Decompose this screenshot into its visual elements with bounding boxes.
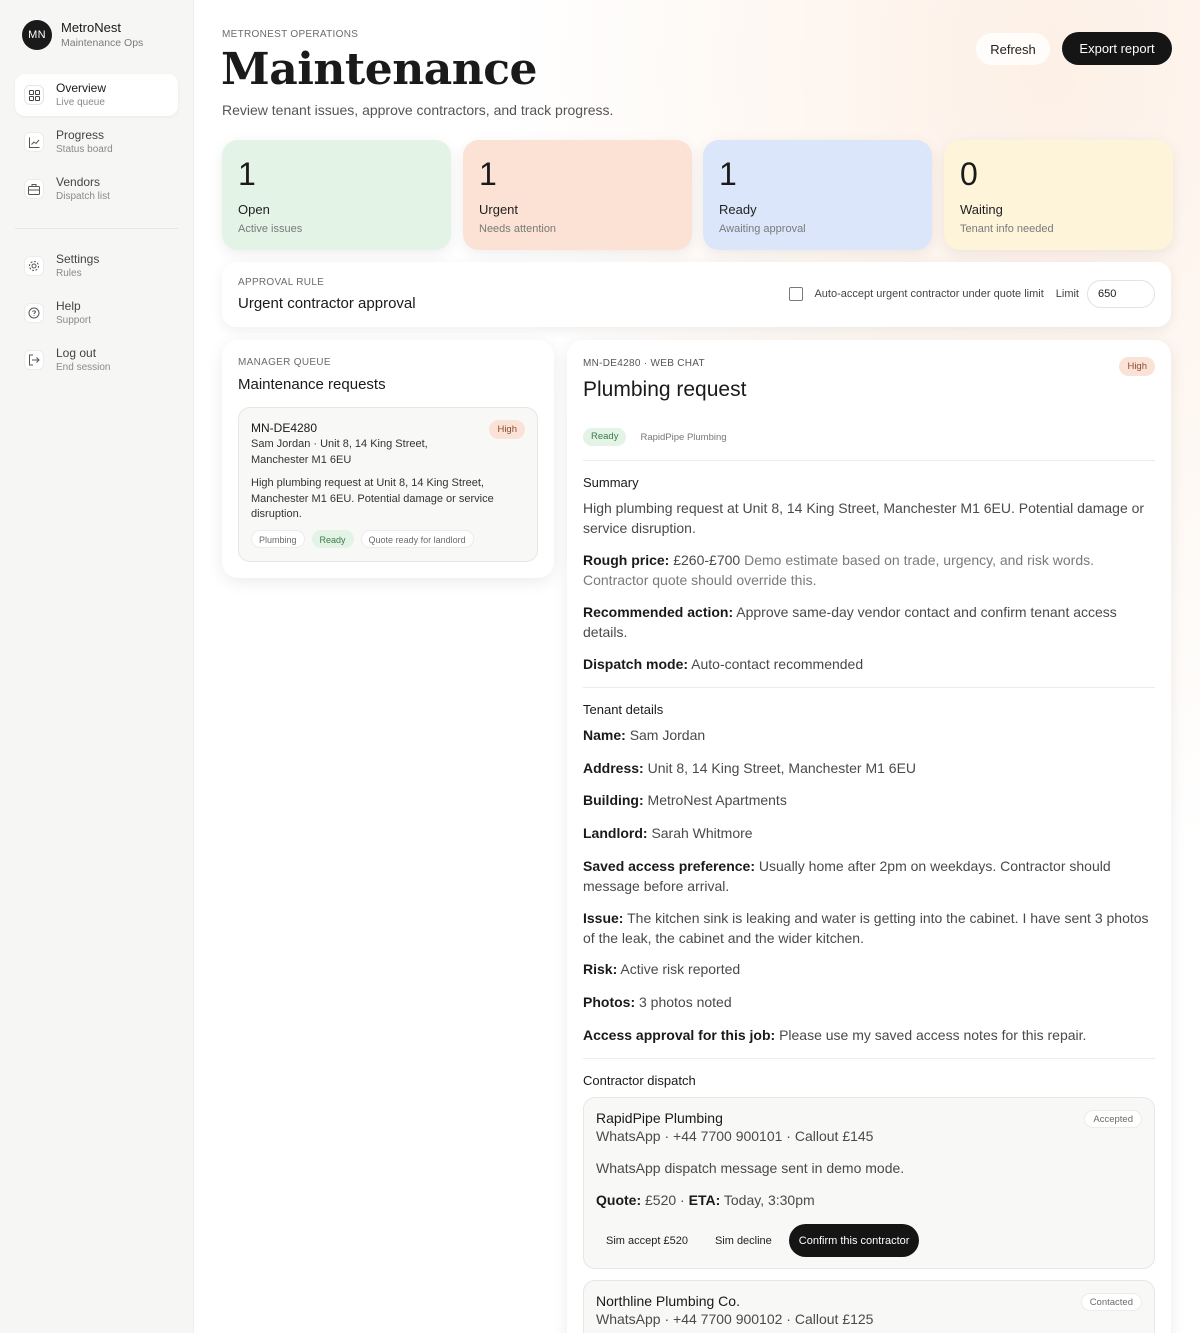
stat-value: 1	[719, 156, 737, 192]
tenant-risk	[583, 960, 1155, 980]
stat-label: Urgent	[479, 202, 519, 217]
sidebar-item-sub: Status board	[56, 144, 113, 155]
tag-status: Ready	[312, 530, 354, 548]
brand-sub: Maintenance Ops	[61, 37, 144, 49]
vendor-card-northline	[583, 1280, 1155, 1333]
sidebar-item-label: Log out	[56, 346, 97, 360]
field-value: The kitchen sink is leaking and water is getting into the cabinet. I have sent 3 photos of the leak, the cabinet and the wider kitchen.	[583, 910, 1149, 946]
vendor-quote: Quote: £520 · ETA: Today, 3:30pm	[596, 1192, 815, 1208]
vendor-status-badge: Contacted	[1081, 1293, 1142, 1311]
rough-price	[583, 551, 1155, 590]
request-detail-card	[567, 340, 1171, 1333]
vendor-message: WhatsApp dispatch message sent in demo mode.	[596, 1160, 905, 1176]
stat-value: 1	[479, 156, 497, 192]
vendor-name: Northline Plumbing Co.	[596, 1293, 740, 1309]
stat-label: Ready	[719, 202, 757, 217]
sidebar	[0, 0, 194, 1333]
sidebar-item-sub: Dispatch list	[56, 191, 110, 202]
recommended-value: Approve same-day vendor contact and confirm tenant access details.	[583, 604, 1117, 640]
tenant-issue	[583, 909, 1155, 948]
divider	[583, 687, 1155, 688]
stat-label: Waiting	[960, 202, 1003, 217]
stat-sub: Active issues	[238, 223, 303, 235]
sidebar-item-label: Help	[56, 299, 81, 313]
sidebar-item-settings[interactable]	[15, 245, 178, 287]
stat-sub: Tenant info needed	[960, 223, 1054, 235]
limit-label: Limit	[1055, 288, 1079, 300]
auto-accept-label[interactable]: Auto-accept urgent contractor under quote limit	[814, 288, 1044, 300]
sidebar-item-vendors[interactable]	[15, 168, 178, 210]
tenant-name	[583, 726, 1155, 746]
field-value: Unit 8, 14 King Street, Manchester M1 6EU	[647, 760, 917, 776]
tag-trade: Plumbing	[251, 530, 305, 548]
detail-eyebrow: MN-DE4280 · WEB CHAT	[583, 358, 705, 369]
field-label: Saved access preference:	[583, 858, 755, 874]
sidebar-item-sub: Rules	[56, 268, 82, 279]
gear-icon	[24, 256, 44, 276]
field-value: 3 photos noted	[639, 994, 732, 1010]
export-report-button[interactable]: Export report	[1062, 32, 1172, 65]
queue-eyebrow: MANAGER QUEUE	[238, 357, 331, 368]
sidebar-item-label: Overview	[56, 81, 107, 95]
dispatch-value: Auto-contact recommended	[691, 656, 864, 672]
page-description: Review tenant issues, approve contractors, and track progress.	[222, 102, 614, 118]
field-value: Sam Jordan	[629, 727, 706, 743]
request-description: High plumbing request at Unit 8, 14 King Street, Manchester M1 6EU. Potential damage or service disruption.	[251, 477, 494, 520]
tenant-building	[583, 791, 1155, 811]
recommended-action	[583, 603, 1155, 642]
help-icon	[24, 303, 44, 323]
brand	[22, 20, 143, 50]
field-label: Access approval for this job:	[583, 1027, 776, 1043]
stat-value: 0	[960, 156, 978, 192]
chart-icon	[24, 132, 44, 152]
stat-card-waiting	[944, 140, 1173, 250]
field-label: Photos:	[583, 994, 636, 1010]
tenant-access-approval	[583, 1026, 1155, 1046]
field-label: Name:	[583, 727, 626, 743]
tenant-access-preference	[583, 857, 1155, 896]
sidebar-item-label: Vendors	[56, 175, 101, 189]
recommended-label: Recommended action:	[583, 604, 734, 620]
request-id: MN-DE4280	[251, 421, 318, 435]
eta-label: ETA:	[688, 1192, 721, 1208]
vendor-status-badge: Accepted	[1084, 1110, 1142, 1128]
page-title: Maintenance	[221, 44, 538, 95]
field-value: Sarah Whitmore	[651, 825, 753, 841]
rough-price-note: Demo estimate based on trade, urgency, and risk words. Contractor quote should override this.	[583, 552, 1094, 588]
tenant-landlord	[583, 824, 1155, 844]
stat-card-urgent	[463, 140, 692, 250]
logout-icon	[24, 350, 44, 370]
stat-card-ready	[703, 140, 932, 250]
sidebar-divider	[15, 228, 178, 229]
eta-value: Today, 3:30pm	[723, 1192, 815, 1208]
brand-name: MetroNest	[61, 20, 121, 35]
sidebar-item-progress[interactable]	[15, 121, 178, 163]
divider	[583, 460, 1155, 461]
sidebar-item-sub: Live queue	[56, 97, 105, 108]
field-label: Landlord:	[583, 825, 648, 841]
auto-accept-checkbox[interactable]	[789, 287, 803, 301]
approval-rule-card	[222, 262, 1171, 327]
queue-title: Maintenance requests	[238, 376, 386, 393]
refresh-button[interactable]: Refresh	[976, 33, 1050, 65]
sidebar-item-label: Progress	[56, 128, 105, 142]
detail-title: Plumbing request	[583, 378, 747, 401]
sidebar-item-logout[interactable]	[15, 339, 178, 381]
vendor-name: RapidPipe Plumbing	[596, 1110, 723, 1126]
grid-icon	[24, 85, 44, 105]
field-label: Risk:	[583, 961, 618, 977]
stat-sub: Needs attention	[479, 223, 557, 235]
stat-sub: Awaiting approval	[719, 223, 806, 235]
vendor-contact: WhatsApp · +44 7700 900101 · Callout £145	[596, 1128, 874, 1144]
contractor-dispatch-label: Contractor dispatch	[583, 1073, 696, 1088]
rough-price-label: Rough price:	[583, 552, 670, 568]
rule-title: Urgent contractor approval	[238, 295, 416, 312]
tenant-address	[583, 759, 1155, 779]
field-label: Building:	[583, 792, 644, 808]
manager-queue-card	[222, 340, 554, 578]
priority-badge: High	[1119, 357, 1155, 376]
limit-input[interactable]	[1087, 280, 1155, 308]
request-item[interactable]	[238, 407, 538, 562]
rule-eyebrow: APPROVAL RULE	[238, 277, 325, 288]
field-value: Please use my saved access notes for this repair.	[779, 1027, 1087, 1043]
sidebar-item-label: Settings	[56, 252, 100, 266]
stat-card-open	[222, 140, 451, 250]
sim-decline-button[interactable]: Sim decline	[705, 1225, 782, 1257]
summary-label: Summary	[583, 475, 639, 490]
tag-quote: Quote ready for landlord	[361, 530, 474, 548]
brand-avatar: MN	[22, 20, 52, 50]
vendor-contact: WhatsApp · +44 7700 900102 · Callout £125	[596, 1311, 874, 1327]
sidebar-item-help[interactable]	[15, 292, 178, 334]
field-value: MetroNest Apartments	[647, 792, 787, 808]
status-tag: Ready	[583, 428, 626, 446]
vendor-card-rapidpipe	[583, 1097, 1155, 1269]
quote-label: Quote:	[596, 1192, 642, 1208]
priority-badge: High	[489, 420, 525, 439]
page-eyebrow: METRONEST OPERATIONS	[222, 29, 359, 40]
summary-text: High plumbing request at Unit 8, 14 King Street, Manchester M1 6EU. Potential damage or service disruption.	[583, 500, 1145, 536]
divider	[583, 1058, 1155, 1059]
field-value: Active risk reported	[620, 961, 741, 977]
field-label: Issue:	[583, 910, 624, 926]
rough-price-value: £260-£700	[673, 552, 741, 568]
tenant-details-label: Tenant details	[583, 702, 664, 717]
sidebar-item-sub: Support	[56, 315, 92, 326]
vendor-tag: RapidPipe Plumbing	[640, 431, 727, 443]
stat-label: Open	[238, 202, 270, 217]
field-value: Usually home after 2pm on weekdays. Contractor should message before arrival.	[583, 858, 1111, 894]
confirm-contractor-button[interactable]: Confirm this contractor	[789, 1224, 920, 1257]
field-label: Address:	[583, 760, 644, 776]
sim-accept-button[interactable]: Sim accept £520	[596, 1225, 698, 1257]
dispatch-mode	[583, 655, 1155, 675]
dispatch-label: Dispatch mode:	[583, 656, 689, 672]
tenant-photos	[583, 993, 1155, 1013]
sidebar-item-overview[interactable]	[15, 74, 178, 116]
request-meta: Sam Jordan · Unit 8, 14 King Street, Manchester M1 6EU	[251, 438, 428, 466]
quote-value: £520	[645, 1192, 677, 1208]
briefcase-icon	[24, 179, 44, 199]
stat-value: 1	[238, 156, 256, 192]
sidebar-item-sub: End session	[56, 362, 111, 373]
